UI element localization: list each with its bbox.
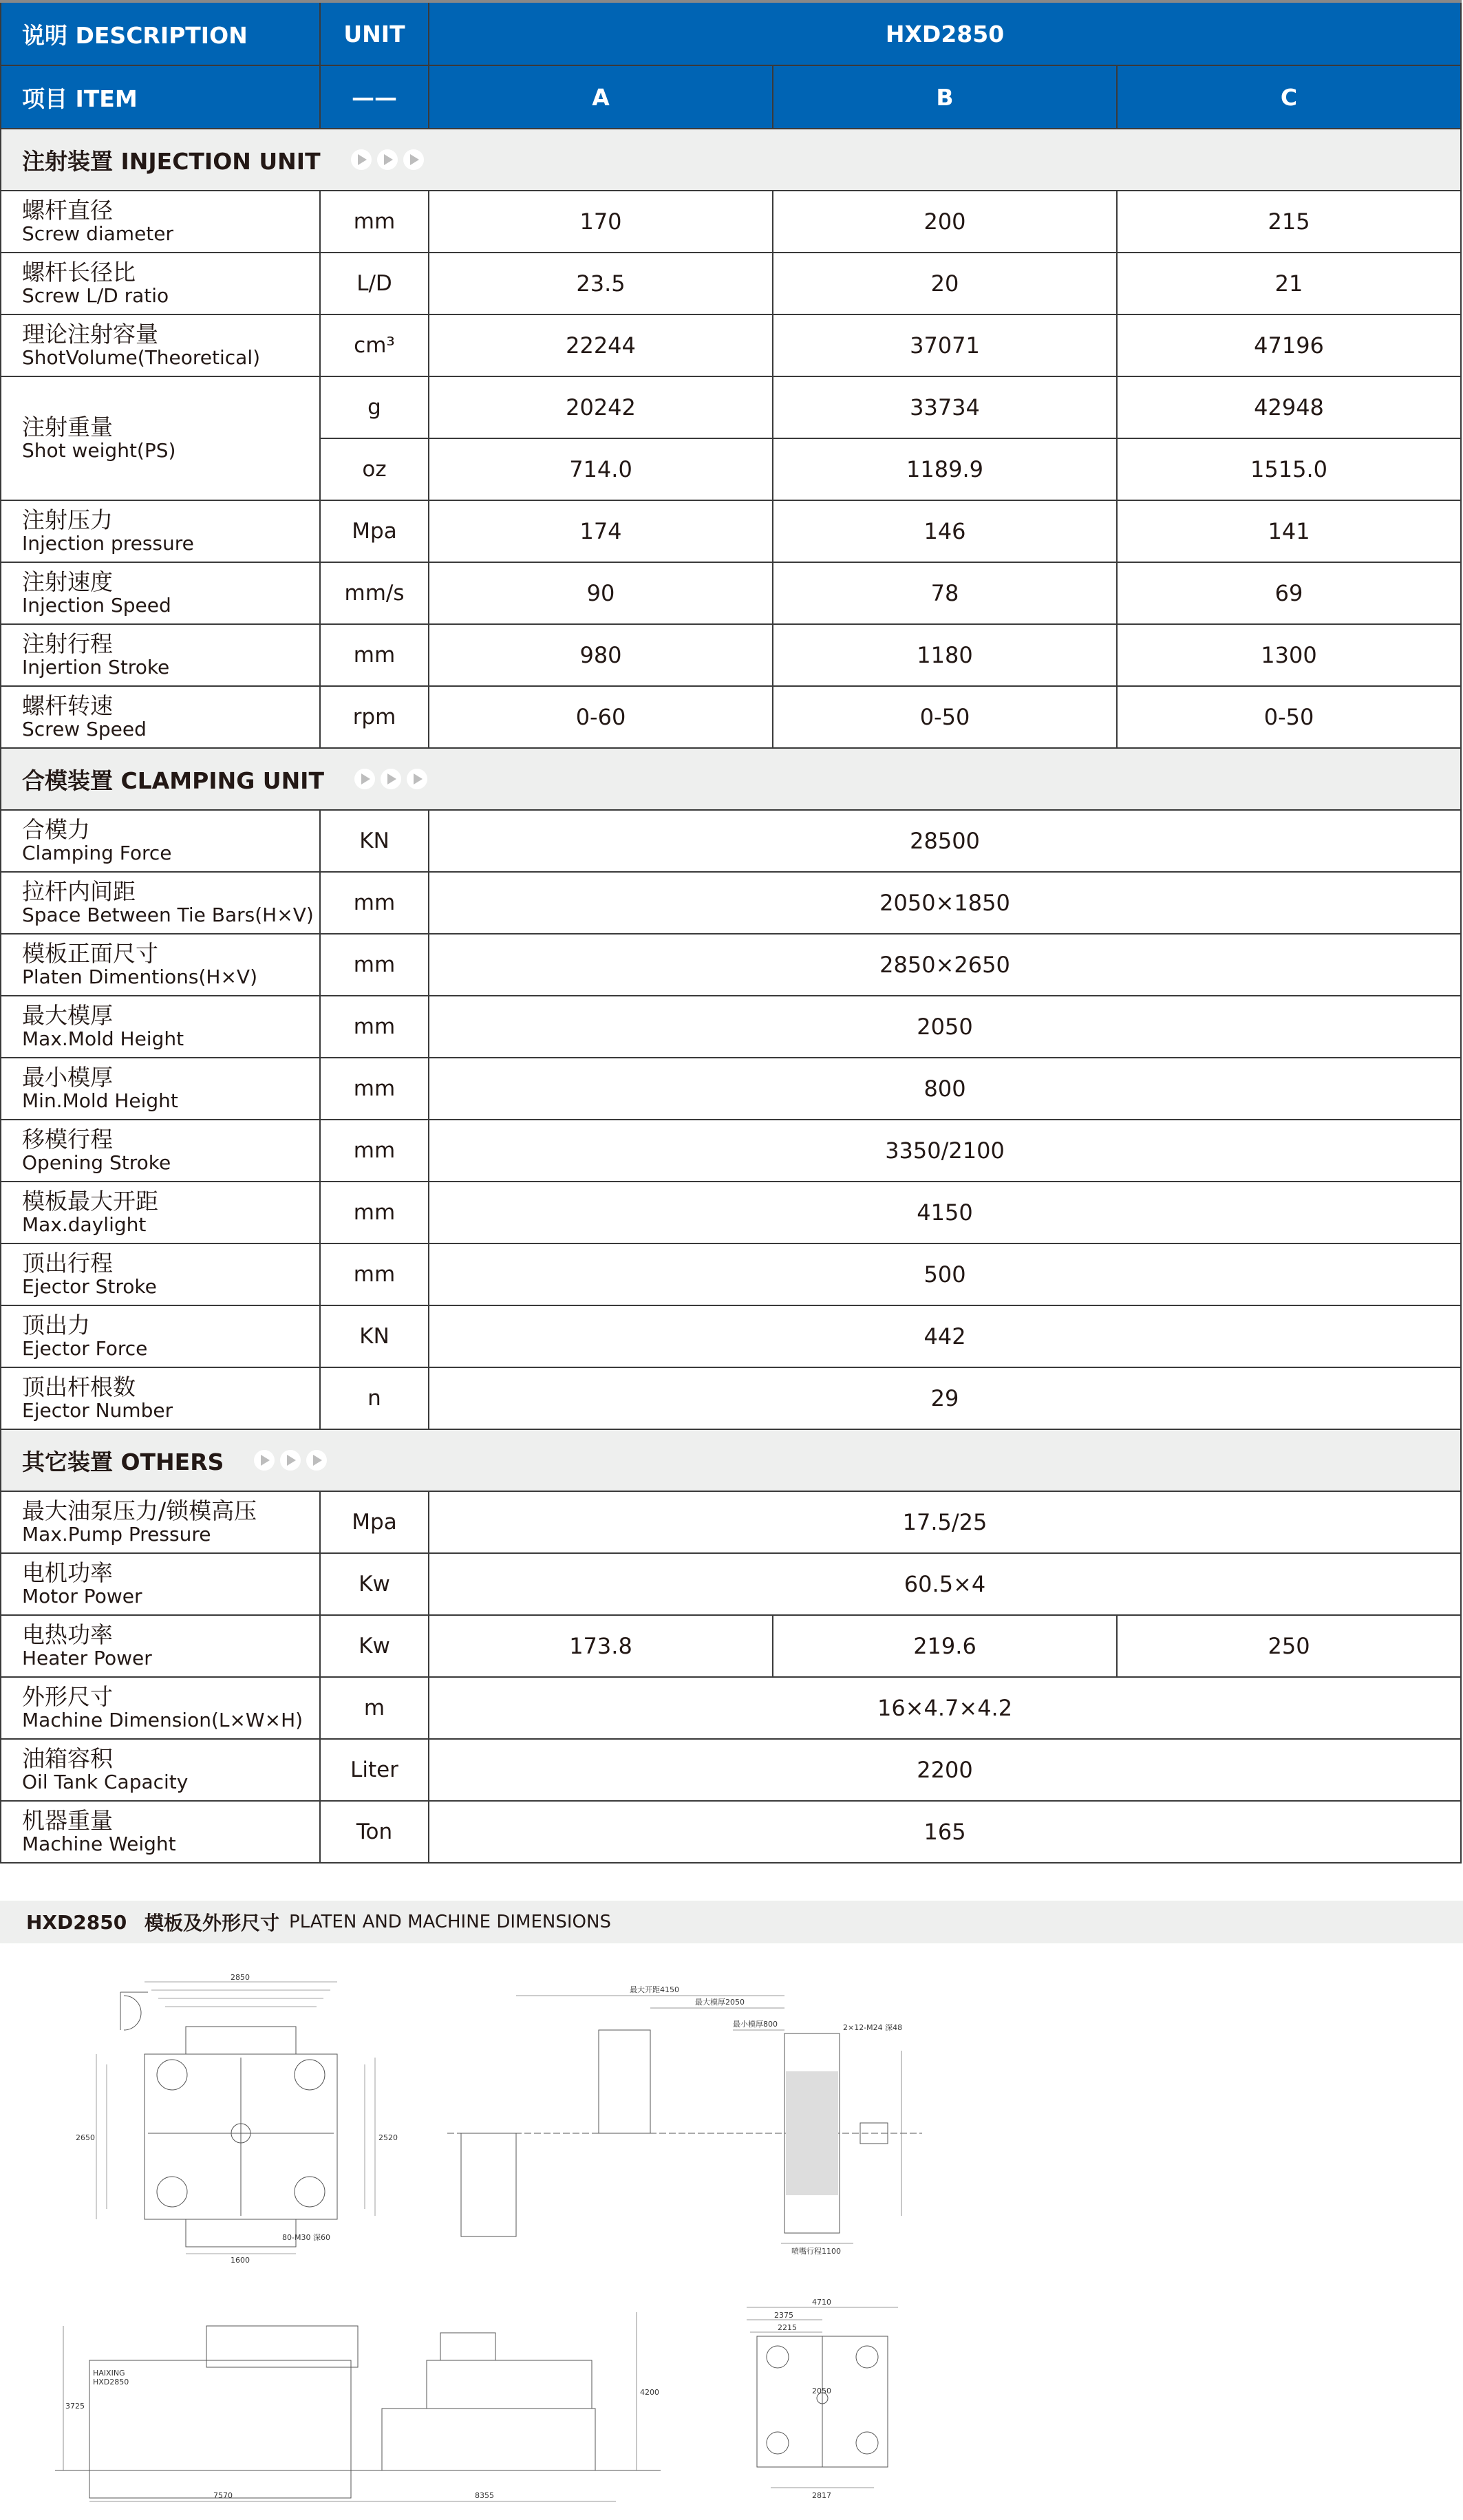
spec-value: 28500 bbox=[429, 810, 1461, 872]
spec-value: 37071 bbox=[773, 314, 1117, 376]
spec-unit: KN bbox=[320, 1305, 429, 1367]
spec-description bbox=[1, 686, 320, 748]
spec-label-zh: 拉杆内间距 bbox=[22, 878, 136, 906]
spec-description bbox=[1, 562, 320, 624]
spec-row bbox=[1, 1243, 1461, 1305]
spec-description bbox=[1, 1305, 320, 1367]
chevron-right-icon bbox=[306, 1450, 327, 1471]
spec-label-en: Space Between Tie Bars(H×V) bbox=[22, 903, 314, 926]
spec-label-zh: 注射压力 bbox=[22, 506, 113, 534]
spec-unit: Mpa bbox=[320, 1491, 429, 1553]
spec-value: 2050×1850 bbox=[429, 872, 1461, 934]
section-title: 合模装置 CLAMPING UNIT bbox=[22, 767, 324, 794]
side-label-daylight: 最大开距4150 bbox=[630, 1985, 679, 1994]
spec-label-zh: 螺杆直径 bbox=[22, 197, 113, 224]
spec-value: 200 bbox=[773, 191, 1117, 253]
spec-row bbox=[1, 1553, 1461, 1615]
spec-label-zh: 顶出行程 bbox=[22, 1250, 113, 1277]
header-variant-b: B bbox=[773, 65, 1117, 129]
spec-unit: rpm bbox=[320, 686, 429, 748]
chevron-right-icon bbox=[407, 769, 427, 789]
platen-dim-left: 2650 bbox=[76, 2133, 95, 2142]
spec-label-en: Heater Power bbox=[22, 1646, 152, 1669]
spec-value: 165 bbox=[429, 1801, 1461, 1863]
dimensions-title-zh: 模板及外形尺寸 bbox=[145, 1912, 280, 1934]
spec-unit: mm bbox=[320, 1182, 429, 1243]
top-dim-width: 4710 bbox=[812, 2298, 831, 2307]
spec-label-zh: 最小模厚 bbox=[22, 1064, 113, 1091]
spec-label-en: Ejector Number bbox=[22, 1398, 173, 1422]
spec-label-zh: 移模行程 bbox=[22, 1126, 113, 1153]
spec-label-zh: 油箱容积 bbox=[22, 1745, 113, 1773]
spec-value: 2050 bbox=[429, 996, 1461, 1058]
top-dim-2375: 2375 bbox=[774, 2311, 793, 2320]
spec-value: 21 bbox=[1117, 253, 1461, 314]
spec-row bbox=[1, 934, 1461, 996]
spec-label-en: Motor Power bbox=[22, 1584, 142, 1608]
spec-unit: Kw bbox=[320, 1553, 429, 1615]
chevron-right-icon bbox=[351, 149, 372, 170]
spec-description bbox=[1, 1739, 320, 1801]
spec-value: 174 bbox=[429, 500, 773, 562]
spec-row bbox=[1, 686, 1461, 748]
spec-value: 980 bbox=[429, 624, 773, 686]
section-header bbox=[1, 1429, 1461, 1491]
platen-front-drawing bbox=[55, 1961, 440, 2264]
spec-label-zh: 合模力 bbox=[22, 816, 90, 844]
spec-label-en: Screw L/D ratio bbox=[22, 284, 169, 307]
platen-dim-right: 2520 bbox=[378, 2133, 398, 2142]
top-dim-2817: 2817 bbox=[812, 2491, 831, 2500]
section-title: 注射装置 INJECTION UNIT bbox=[22, 147, 321, 175]
spec-value: 500 bbox=[429, 1243, 1461, 1305]
spec-description bbox=[1, 996, 320, 1058]
spec-row bbox=[1, 1677, 1461, 1739]
spec-description bbox=[1, 1553, 320, 1615]
spec-description bbox=[1, 1367, 320, 1429]
section-arrows bbox=[254, 1450, 327, 1471]
machine-top-view-drawing bbox=[729, 2295, 908, 2501]
machine-dim-h1: 3725 bbox=[65, 2402, 85, 2411]
spec-row bbox=[1, 1739, 1461, 1801]
spec-value: 1180 bbox=[773, 624, 1117, 686]
side-label-thread: 2×12-M24 深48 bbox=[843, 2023, 903, 2032]
spec-value: 4150 bbox=[429, 1182, 1461, 1243]
spec-label-zh: 电机功率 bbox=[22, 1559, 113, 1587]
spec-row bbox=[1, 810, 1461, 872]
chevron-right-icon bbox=[354, 769, 375, 789]
spec-label-en: Clamping Force bbox=[22, 841, 172, 864]
spec-label-zh: 模板正面尺寸 bbox=[22, 940, 158, 968]
machine-dim-inject: 8355 bbox=[475, 2491, 494, 2500]
spec-value: 2200 bbox=[429, 1739, 1461, 1801]
spec-description bbox=[1, 872, 320, 934]
spec-description bbox=[1, 1120, 320, 1182]
spec-value: 0-60 bbox=[429, 686, 773, 748]
spec-description bbox=[1, 376, 320, 500]
spec-value: 1300 bbox=[1117, 624, 1461, 686]
spec-description bbox=[1, 1182, 320, 1243]
spec-unit: mm bbox=[320, 996, 429, 1058]
spec-label-zh: 机器重量 bbox=[22, 1807, 113, 1835]
section-title: 其它装置 OTHERS bbox=[22, 1448, 224, 1475]
spec-value: 0-50 bbox=[773, 686, 1117, 748]
spec-description bbox=[1, 810, 320, 872]
spec-row bbox=[1, 1491, 1461, 1553]
spec-value: 1515.0 bbox=[1117, 438, 1461, 500]
dimensions-title-en: PLATEN AND MACHINE DIMENSIONS bbox=[289, 1912, 611, 1932]
machine-dim-clamp: 7570 bbox=[213, 2491, 233, 2500]
spec-label-en: Injertion Stroke bbox=[22, 655, 170, 679]
spec-value: 3350/2100 bbox=[429, 1120, 1461, 1182]
spec-label-zh: 电热功率 bbox=[22, 1621, 113, 1649]
dimensions-section-header bbox=[0, 1901, 1463, 1943]
spec-value: 442 bbox=[429, 1305, 1461, 1367]
spec-row bbox=[1, 191, 1461, 253]
spec-unit: Ton bbox=[320, 1801, 429, 1863]
chevron-right-icon bbox=[377, 149, 398, 170]
spec-unit: g bbox=[320, 376, 429, 438]
spec-description bbox=[1, 1058, 320, 1120]
spec-row bbox=[1, 1801, 1461, 1863]
spec-label-en: Injection pressure bbox=[22, 531, 194, 555]
spec-description bbox=[1, 253, 320, 314]
spec-value: 78 bbox=[773, 562, 1117, 624]
spec-label-en: Injection Speed bbox=[22, 593, 171, 617]
spec-unit: mm bbox=[320, 1058, 429, 1120]
section-header-cell bbox=[1, 129, 1461, 191]
spec-label-en: Machine Dimension(L×W×H) bbox=[22, 1708, 303, 1731]
header-unit: UNIT bbox=[320, 1, 429, 65]
spec-value: 0-50 bbox=[1117, 686, 1461, 748]
spec-label-zh: 螺杆转速 bbox=[22, 692, 113, 720]
spec-label-en: Oil Tank Capacity bbox=[22, 1770, 189, 1793]
spec-value: 90 bbox=[429, 562, 773, 624]
spec-label-en: Ejector Stroke bbox=[22, 1274, 157, 1298]
spec-label-zh: 顶出杆根数 bbox=[22, 1374, 136, 1401]
section-arrows bbox=[354, 769, 427, 789]
spec-unit: mm/s bbox=[320, 562, 429, 624]
section-title-wrap bbox=[1, 1444, 1460, 1477]
header-row-description bbox=[1, 1, 1461, 65]
spec-unit: mm bbox=[320, 1120, 429, 1182]
chevron-right-icon bbox=[381, 769, 401, 789]
spec-label-en: Max.daylight bbox=[22, 1213, 147, 1236]
spec-description bbox=[1, 1491, 320, 1553]
spec-row bbox=[1, 1182, 1461, 1243]
section-title-wrap bbox=[1, 144, 1460, 176]
spec-label-zh: 螺杆长径比 bbox=[22, 259, 136, 286]
spec-row bbox=[1, 253, 1461, 314]
spec-unit: m bbox=[320, 1677, 429, 1739]
header-item: 项目 ITEM bbox=[1, 65, 320, 129]
dimensions-model: HXD2850 bbox=[26, 1910, 127, 1934]
spec-row bbox=[1, 500, 1461, 562]
platen-dim-bottom: 1600 bbox=[231, 2256, 250, 2264]
spec-value: 69 bbox=[1117, 562, 1461, 624]
spec-value: 215 bbox=[1117, 191, 1461, 253]
spec-description bbox=[1, 191, 320, 253]
spec-label-zh: 注射行程 bbox=[22, 630, 113, 658]
spec-value: 22244 bbox=[429, 314, 773, 376]
spec-value: 250 bbox=[1117, 1615, 1461, 1677]
spec-unit: Kw bbox=[320, 1615, 429, 1677]
chevron-right-icon bbox=[280, 1450, 301, 1471]
spec-value: 33734 bbox=[773, 376, 1117, 438]
spec-unit: oz bbox=[320, 438, 429, 500]
spec-label-en: Screw Speed bbox=[22, 717, 147, 740]
spec-label-en: Platen Dimentions(H×V) bbox=[22, 965, 258, 988]
spec-value: 20242 bbox=[429, 376, 773, 438]
machine-brand: HAIXING bbox=[93, 2369, 125, 2378]
chevron-right-icon bbox=[254, 1450, 275, 1471]
chevron-right-icon bbox=[403, 149, 424, 170]
section-header bbox=[1, 748, 1461, 810]
spec-label-en: ShotVolume(Theoretical) bbox=[22, 345, 261, 369]
spec-label-en: Ejector Force bbox=[22, 1336, 148, 1360]
header-variant-c: C bbox=[1117, 65, 1461, 129]
spec-label-zh: 外形尺寸 bbox=[22, 1683, 113, 1711]
spec-label-en: Min.Mold Height bbox=[22, 1089, 178, 1112]
spec-label-en: Screw diameter bbox=[22, 222, 174, 245]
section-arrows bbox=[351, 149, 424, 170]
spec-value: 20 bbox=[773, 253, 1117, 314]
spec-row bbox=[1, 872, 1461, 934]
spec-label-en: Opening Stroke bbox=[22, 1151, 171, 1174]
side-label-minmold: 最小模厚800 bbox=[733, 2020, 778, 2029]
spec-description bbox=[1, 1243, 320, 1305]
spec-label-zh: 顶出力 bbox=[22, 1312, 90, 1339]
header-description: 说明 DESCRIPTION bbox=[1, 1, 320, 65]
spec-description bbox=[1, 1615, 320, 1677]
spec-unit: L/D bbox=[320, 253, 429, 314]
spec-label-zh: 注射速度 bbox=[22, 568, 113, 596]
machine-model: HXD2850 bbox=[93, 2378, 129, 2386]
side-label-maxmold: 最大模厚2050 bbox=[695, 1998, 745, 2007]
spec-unit: mm bbox=[320, 1243, 429, 1305]
section-header bbox=[1, 129, 1461, 191]
spec-row bbox=[1, 1120, 1461, 1182]
spec-unit: Mpa bbox=[320, 500, 429, 562]
spec-description bbox=[1, 500, 320, 562]
platen-side-drawing bbox=[447, 1968, 922, 2257]
spec-description bbox=[1, 1677, 320, 1739]
spec-label-en: Max.Pump Pressure bbox=[22, 1522, 211, 1546]
machine-dim-height: 4200 bbox=[640, 2388, 659, 2397]
spec-value: 29 bbox=[429, 1367, 1461, 1429]
spec-label-zh: 最大油泵压力/锁模高压 bbox=[22, 1497, 257, 1525]
machine-side-view-drawing bbox=[55, 2305, 661, 2512]
spec-description bbox=[1, 1801, 320, 1863]
spec-label-en: Shot weight(PS) bbox=[22, 438, 176, 462]
spec-label-zh: 最大模厚 bbox=[22, 1002, 113, 1029]
spec-unit: mm bbox=[320, 934, 429, 996]
spec-unit: KN bbox=[320, 810, 429, 872]
spec-row bbox=[1, 314, 1461, 376]
spec-value: 47196 bbox=[1117, 314, 1461, 376]
header-variant-a: A bbox=[429, 65, 773, 129]
spec-value: 170 bbox=[429, 191, 773, 253]
spec-value: 1189.9 bbox=[773, 438, 1117, 500]
spec-label-zh: 理论注射容量 bbox=[22, 321, 158, 348]
platen-note: 80-M30 深60 bbox=[282, 2233, 330, 2242]
spec-label-en: Machine Weight bbox=[22, 1832, 176, 1855]
spec-value: 800 bbox=[429, 1058, 1461, 1120]
spec-description bbox=[1, 624, 320, 686]
header-item-unit: —— bbox=[320, 65, 429, 129]
spec-row bbox=[1, 1058, 1461, 1120]
spec-unit: mm bbox=[320, 191, 429, 253]
spec-row bbox=[1, 624, 1461, 686]
spec-unit: mm bbox=[320, 872, 429, 934]
header-row-item bbox=[1, 65, 1461, 129]
spec-unit: n bbox=[320, 1367, 429, 1429]
spec-description bbox=[1, 314, 320, 376]
spec-label-zh: 模板最大开距 bbox=[22, 1188, 158, 1215]
spec-value: 16×4.7×4.2 bbox=[429, 1677, 1461, 1739]
spec-unit: cm³ bbox=[320, 314, 429, 376]
top-dim-2050: 2050 bbox=[812, 2386, 831, 2395]
spec-value: 60.5×4 bbox=[429, 1553, 1461, 1615]
spec-value: 219.6 bbox=[773, 1615, 1117, 1677]
section-header-cell bbox=[1, 748, 1461, 810]
spec-label-zh: 注射重量 bbox=[22, 414, 113, 441]
spec-value: 141 bbox=[1117, 500, 1461, 562]
side-label-nozzle: 喷嘴行程1100 bbox=[791, 2247, 841, 2256]
spec-value: 42948 bbox=[1117, 376, 1461, 438]
spec-label-en: Max.Mold Height bbox=[22, 1027, 184, 1050]
spec-unit: Liter bbox=[320, 1739, 429, 1801]
top-dim-2215: 2215 bbox=[778, 2323, 797, 2332]
spec-value: 17.5/25 bbox=[429, 1491, 1461, 1553]
spec-row bbox=[1, 1615, 1461, 1677]
spec-unit: mm bbox=[320, 624, 429, 686]
spec-value: 23.5 bbox=[429, 253, 773, 314]
platen-dim-top: 2850 bbox=[231, 1973, 250, 1982]
spec-row bbox=[1, 562, 1461, 624]
spec-row bbox=[1, 1305, 1461, 1367]
spec-value: 146 bbox=[773, 500, 1117, 562]
spec-row bbox=[1, 1367, 1461, 1429]
spec-row bbox=[1, 996, 1461, 1058]
spec-description bbox=[1, 934, 320, 996]
section-title-wrap bbox=[1, 763, 1460, 795]
header-model: HXD2850 bbox=[429, 1, 1461, 65]
spec-value: 2850×2650 bbox=[429, 934, 1461, 996]
spec-row bbox=[1, 376, 1461, 438]
spec-value: 173.8 bbox=[429, 1615, 773, 1677]
section-header-cell bbox=[1, 1429, 1461, 1491]
spec-value: 714.0 bbox=[429, 438, 773, 500]
